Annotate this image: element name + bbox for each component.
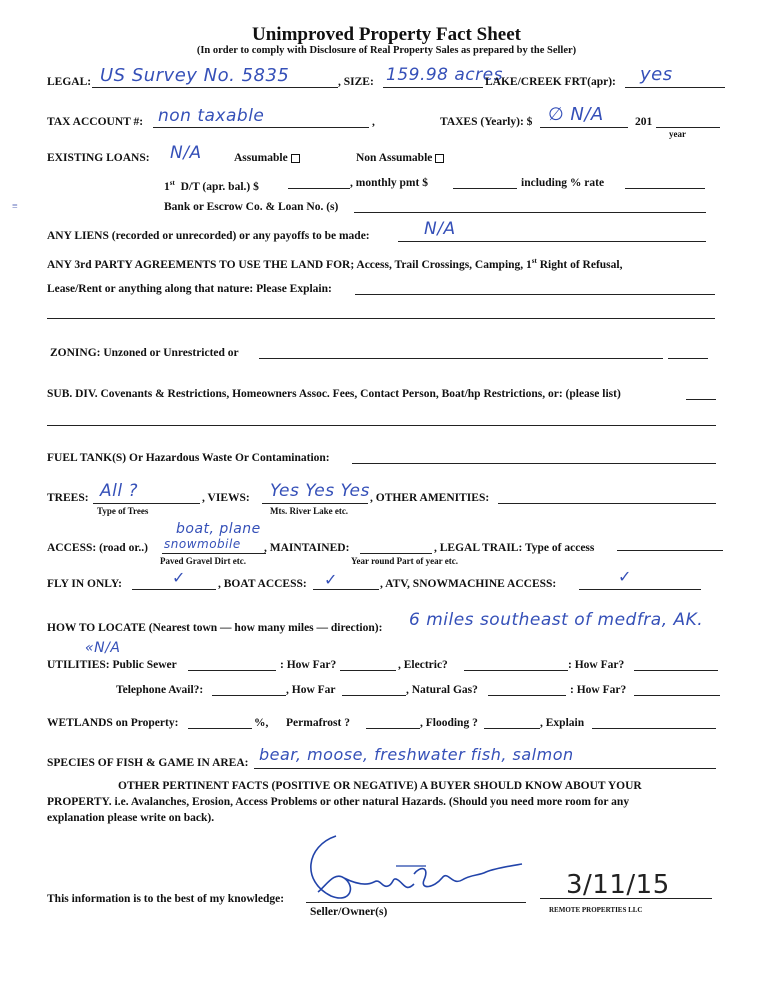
form-subtitle: (In order to comply with Disclosure of Real Property Sales as prepared by the Seller) (196, 45, 577, 56)
fuel-line (352, 463, 716, 464)
zoning-line-2 (668, 358, 708, 359)
fly-in-check[interactable]: ✓ (172, 568, 186, 587)
utilities-label: UTILITIES: Public Sewer (47, 659, 177, 671)
access-label: ACCESS: (road or..) (47, 542, 148, 554)
size-label: , SIZE: (338, 76, 374, 88)
pertinent-line-2: PROPERTY. i.e. Avalanches, Erosion, Access Problems or other natural Hazards. (Should you need more room for any (47, 796, 630, 808)
atv-line (579, 589, 701, 590)
species-label: SPECIES OF FISH & GAME IN AREA: (47, 757, 249, 769)
third-party-label: ANY 3rd PARTY AGREEMENTS TO USE THE LAND FOR; Access, Trail Crossings, Camping, 1st Right of Refusal, (47, 257, 623, 271)
wetlands-line (188, 728, 252, 729)
views-caption: Mts. River Lake etc. (270, 506, 349, 516)
existing-loans-label: EXISTING LOANS: (47, 152, 150, 164)
including-rate-label: including % rate (521, 177, 605, 189)
rate-line (625, 188, 705, 189)
pertinent-line-1: OTHER PERTINENT FACTS (POSITIVE OR NEGATIVE) A BUYER SHOULD KNOW ABOUT YOUR (118, 780, 642, 792)
zoning-line (259, 358, 663, 359)
assumable-option[interactable] (234, 151, 300, 165)
electric-label: , Electric? (398, 659, 448, 671)
how-far-2-label: : How Far? (568, 659, 625, 671)
locate-label: HOW TO LOCATE (Nearest town — how many miles — direction): (47, 622, 383, 634)
zoning-label: ZONING: Unzoned or Unrestricted or (50, 347, 239, 359)
liens-label: ANY LIENS (recorded or unrecorded) or any payoffs to be made: (47, 230, 370, 242)
utilities-note[interactable]: «N/A (85, 640, 121, 656)
date-value[interactable]: 3/11/15 (566, 870, 670, 900)
trees-line (93, 503, 200, 504)
lease-label: Lease/Rent or anything along that nature: Please Explain: (47, 283, 332, 295)
species-value[interactable]: bear, moose, freshwater fish, salmon (259, 745, 574, 764)
tax-account-label: TAX ACCOUNT #: (47, 116, 144, 128)
how-far-line (340, 670, 396, 671)
boat-access-check[interactable]: ✓ (324, 570, 338, 589)
fly-in-line (132, 589, 216, 590)
maintained-line (360, 553, 432, 554)
telephone-label: Telephone Avail?: (116, 684, 204, 696)
atv-label: , ATV, SNOWMACHINE ACCESS: (380, 578, 557, 590)
other-amenities-label: , OTHER AMENITIES: (370, 492, 490, 504)
dt-row: 1st D/T (apr. bal.) $ (164, 179, 259, 193)
legal-value[interactable]: US Survey No. 5835 (100, 65, 290, 86)
trees-value[interactable]: All ? (100, 481, 139, 501)
assumable-label: Assumable (234, 152, 288, 164)
how-far-3-label: , How Far (286, 684, 336, 696)
dt-line (288, 188, 350, 189)
boat-access-label: , BOAT ACCESS: (218, 578, 307, 590)
how-far-3-line (342, 695, 406, 696)
trees-caption: Type of Trees (97, 506, 149, 516)
seller-owner-label: Seller/Owner(s) (310, 906, 388, 918)
taxes-label: TAXES (Yearly): $ (440, 116, 533, 128)
pertinent-line-3: explanation please write on back). (47, 812, 215, 824)
access-line (162, 553, 266, 554)
access-value[interactable]: snowmobile (164, 537, 241, 551)
tax-account-line (153, 127, 369, 128)
boat-access-line (313, 589, 379, 590)
maintained-label: , MAINTAINED: (264, 542, 350, 554)
existing-loans-value[interactable]: N/A (170, 143, 202, 163)
percent-label: %, (254, 717, 269, 729)
non-assumable-label: Non Assumable (356, 152, 433, 164)
legal-trail-label: , LEGAL TRAIL: Type of access (434, 542, 595, 554)
size-value[interactable]: 159.98 acres (386, 65, 503, 85)
other-amenities-line (498, 503, 716, 504)
fuel-label: FUEL TANK(S) Or Hazardous Waste Or Contamination: (47, 452, 330, 464)
year-line (656, 127, 720, 128)
how-far-2-line (634, 670, 718, 671)
species-line (254, 768, 716, 769)
trees-label: TREES: (47, 492, 89, 504)
views-line (262, 503, 368, 504)
monthly-pmt-line (453, 188, 517, 189)
bank-escrow-line (354, 212, 706, 213)
how-far-label: : How Far? (280, 659, 337, 671)
electric-line (464, 670, 568, 671)
access-value-top[interactable]: boat, plane (176, 521, 261, 537)
lake-creek-value[interactable]: yes (640, 64, 673, 85)
lake-creek-line (625, 87, 725, 88)
explain-label: , Explain (540, 717, 585, 729)
views-label: , VIEWS: (202, 492, 250, 504)
permafrost-label: Permafrost ? (286, 717, 350, 729)
liens-value[interactable]: N/A (424, 219, 456, 239)
knowledge-label: This information is to the best of my knowledge: (47, 893, 285, 905)
views-value[interactable]: Yes Yes Yes (270, 481, 370, 501)
subdiv-label: SUB. DIV. Covenants & Restrictions, Homeowners Assoc. Fees, Contact Person, Boat/hp Restrictions, or: (please list) (47, 388, 621, 400)
taxes-value[interactable]: ∅ N/A (548, 104, 604, 125)
liens-line (398, 241, 706, 242)
flooding-label: , Flooding ? (420, 717, 478, 729)
subdiv-line (686, 399, 716, 400)
non-assumable-option[interactable] (356, 151, 444, 165)
flooding-line (484, 728, 540, 729)
permafrost-line (366, 728, 420, 729)
taxes-line (540, 127, 628, 128)
how-far-4-label: : How Far? (570, 684, 627, 696)
how-far-4-line (634, 695, 720, 696)
wetlands-label: WETLANDS on Property: (47, 717, 179, 729)
atv-check[interactable]: ✓ (618, 567, 632, 586)
legal-label: LEGAL: (47, 76, 92, 88)
lease-line (355, 294, 715, 295)
form-title: Unimproved Property Fact Sheet (252, 24, 521, 45)
lease-line-2 (47, 318, 715, 319)
locate-value[interactable]: 6 miles southeast of medfra, AK. (409, 610, 704, 630)
non-assumable-checkbox[interactable] (435, 154, 444, 163)
fly-in-label: FLY IN ONLY: (47, 578, 122, 590)
subdiv-line-2 (47, 425, 716, 426)
year-caption: year (669, 129, 686, 139)
assumable-checkbox[interactable] (291, 154, 300, 163)
telephone-line (212, 695, 286, 696)
access-caption: Paved Gravel Dirt etc. (160, 556, 246, 566)
seller-signature (296, 826, 536, 910)
explain-line (592, 728, 716, 729)
legal-trail-line (617, 550, 723, 551)
lake-creek-label: LAKE/CREEK FRT(apr): (485, 76, 616, 88)
natural-gas-label: , Natural Gas? (406, 684, 478, 696)
bank-escrow-label: Bank or Escrow Co. & Loan No. (s) (164, 201, 339, 213)
monthly-pmt-label: , monthly pmt $ (350, 177, 428, 189)
year-prefix: 201 (635, 116, 653, 128)
size-line (383, 87, 483, 88)
maintained-caption: Year round Part of year etc. (351, 556, 458, 566)
legal-line (92, 87, 338, 88)
natural-gas-line (488, 695, 566, 696)
company-label: REMOTE PROPERTIES LLC (549, 906, 643, 914)
tax-account-value[interactable]: non taxable (158, 106, 265, 126)
sewer-line (188, 670, 276, 671)
